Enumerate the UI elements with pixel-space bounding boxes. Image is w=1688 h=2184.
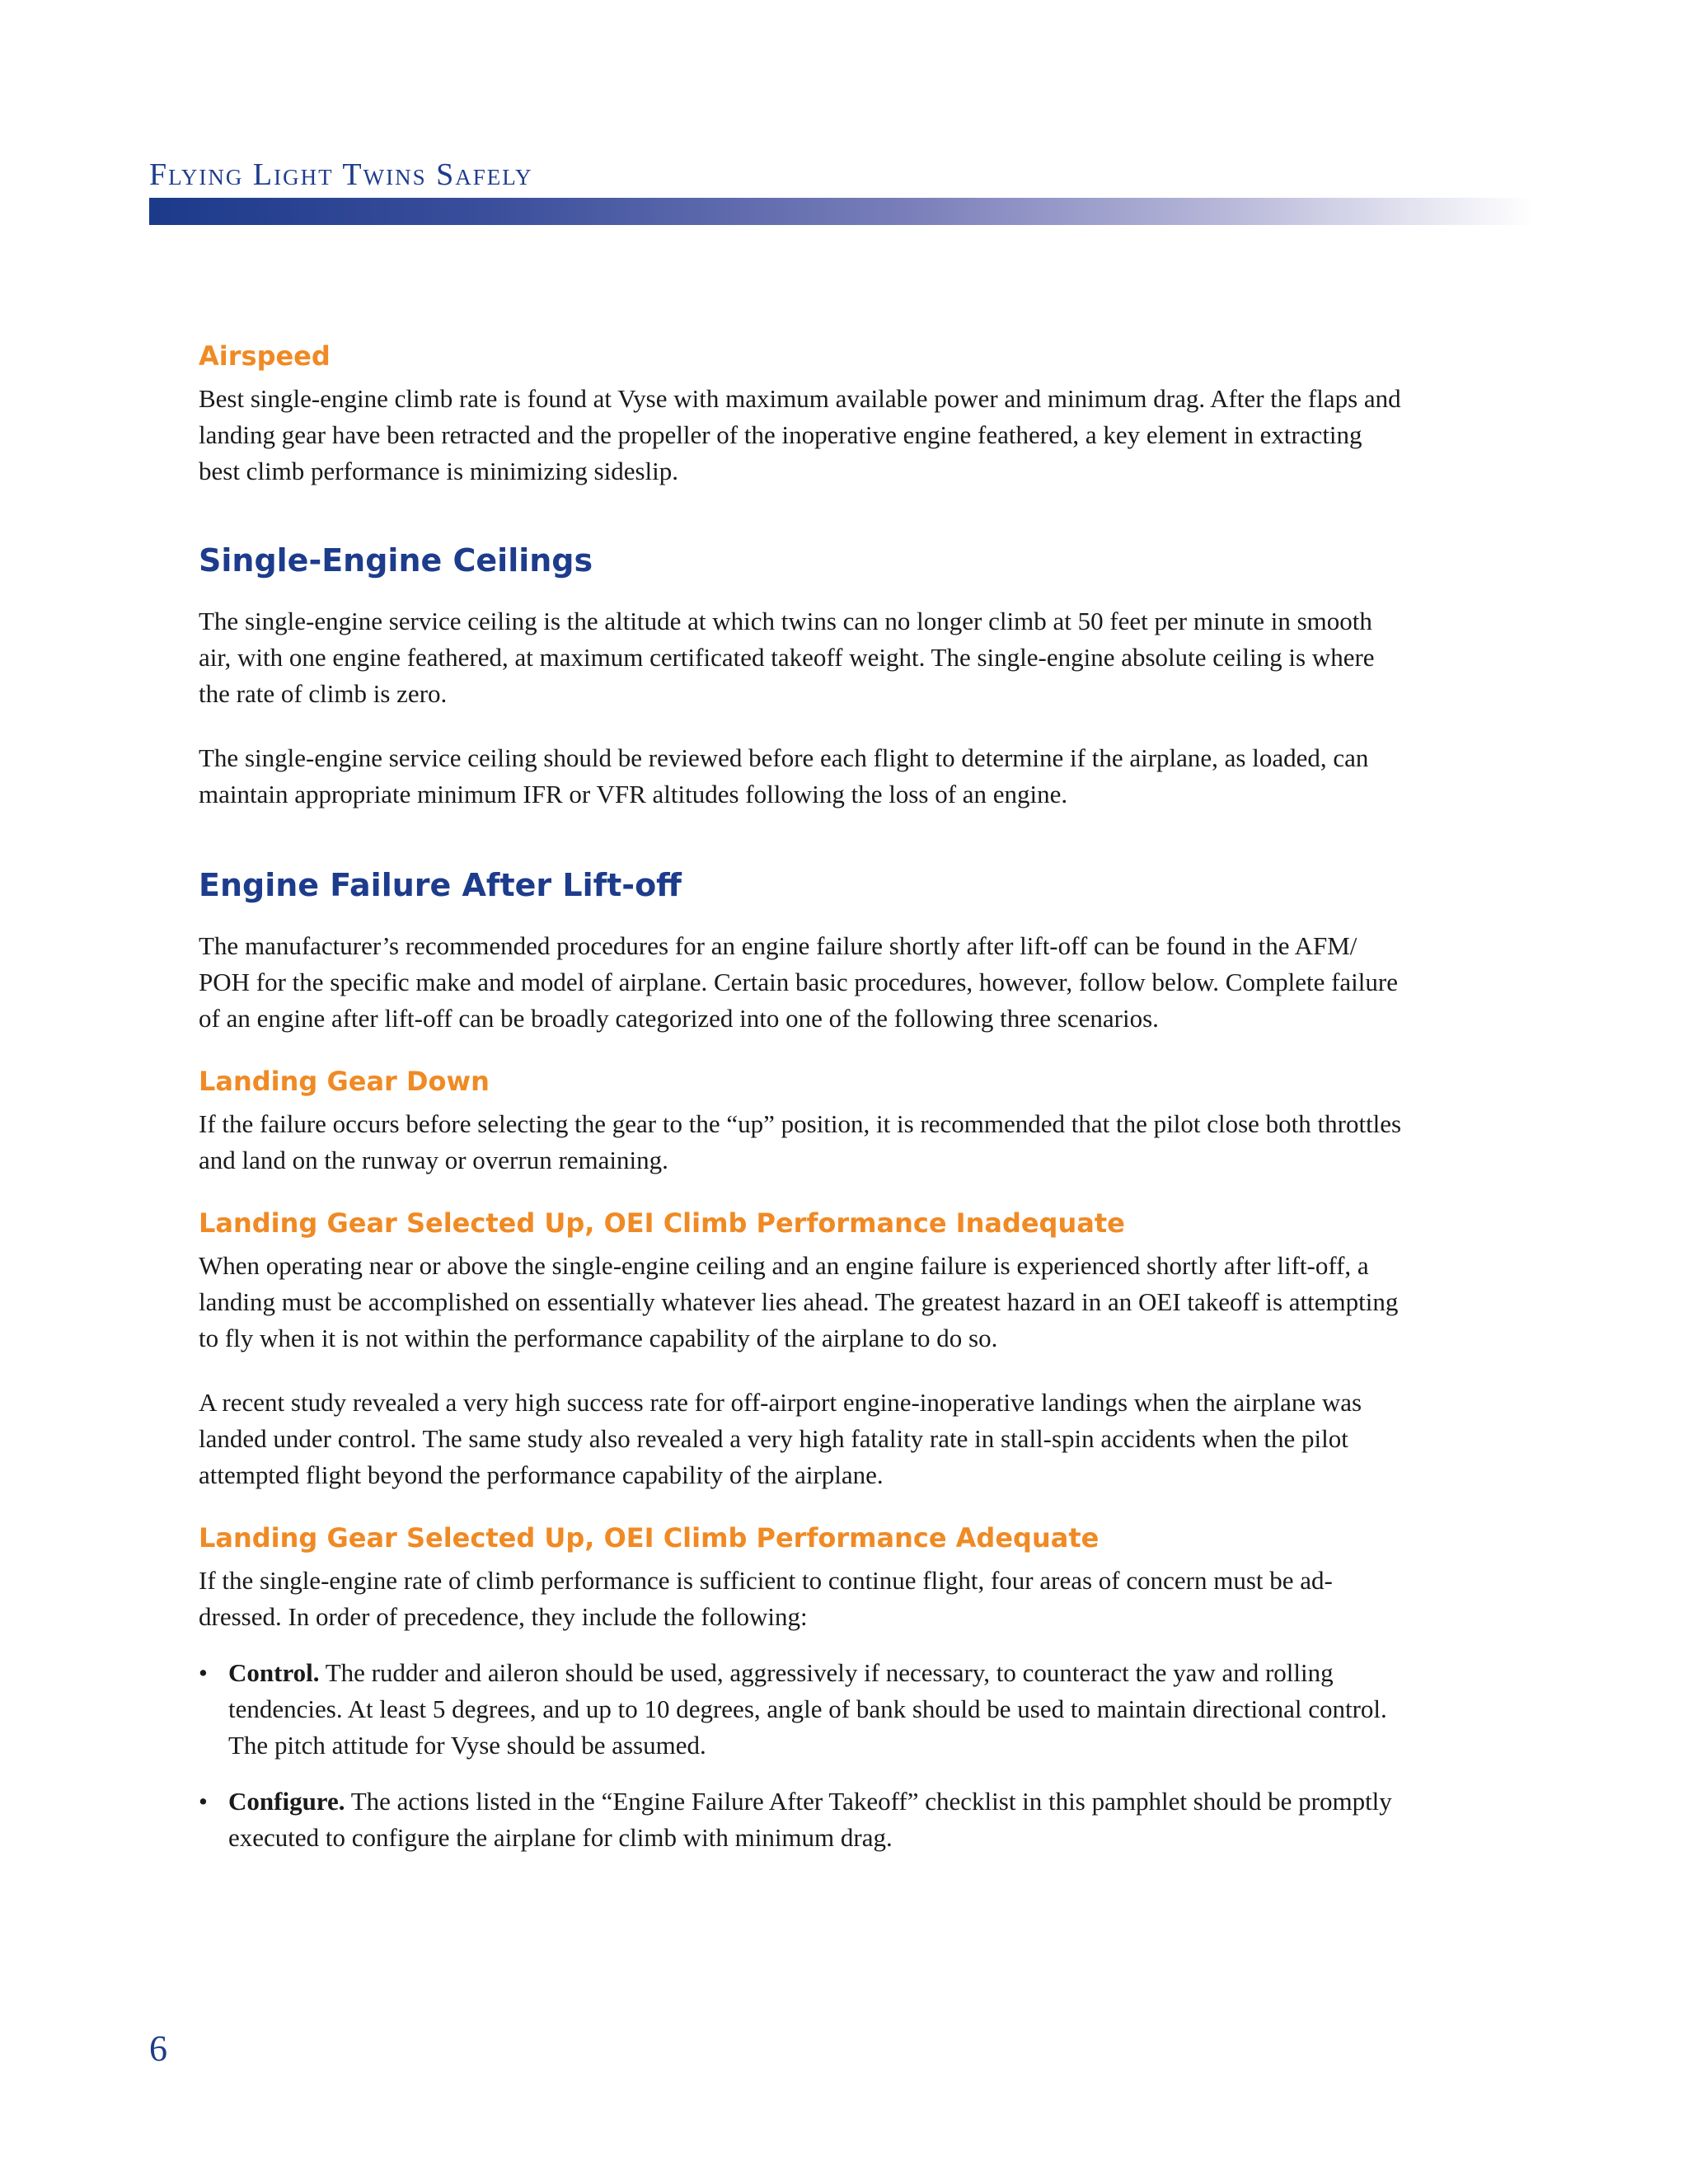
bullet-lead: Control. [228, 1658, 320, 1687]
page-content [199, 338, 1402, 1856]
gear-down-heading: Landing Gear Down [199, 1066, 490, 1097]
running-header-title: Flying Light Twins Safely [149, 157, 533, 192]
list-item [199, 1783, 1402, 1856]
list-item [199, 1655, 1402, 1764]
liftoff-intro: The manufacturer’s recommended procedures for an engine failure shortly after lift-off can be found in the AFM/ POH for the specific make and model of airplane. Certain basic procedures, however, follow below. Complete failure of an engine after lift-off can be broadly categorized into one of the following three scenarios. [199, 931, 1398, 1033]
airspeed-body: Best single-engine climb rate is found at Vyse with maximum available power and minimum drag. After the flaps and landing gear have been retracted and the propeller of the inoperative engine feathered, a key element in extracting best climb performance is minimizing sideslip. [199, 384, 1401, 485]
airspeed-heading: Airspeed [199, 340, 331, 372]
inadequate-heading: Landing Gear Selected Up, OEI Climb Performance Inadequate [199, 1207, 1125, 1239]
ceilings-para-2: The single-engine service ceiling should be reviewed before each flight to determine if the airplane, as loaded, can maintain appropriate minimum IFR or VFR altitudes following the loss of an engine. [199, 743, 1369, 808]
gear-down-body: If the failure occurs before selecting the gear to the “up” position, it is recommended that the pilot close both throttles and land on the runway or overrun remaining. [199, 1109, 1402, 1174]
header-gradient-bar [149, 198, 1534, 225]
bullet-marker: • [199, 1787, 208, 1816]
concern-list [199, 1655, 1402, 1856]
page-number: 6 [149, 2028, 167, 2069]
ceilings-para-1: The single-engine service ceiling is the altitude at which twins can no longer climb at 50 feet per minute in smooth air, with one engine feathered, at maximum certificated takeoff weight. The single-engine absolute ceiling is where the rate of climb is zero. [199, 607, 1375, 708]
bullet-text: The rudder and aileron should be used, aggressively if necessary, to counteract the yaw and rolling tendencies. At least 5 degrees, and up to 10 degrees, angle of bank should be used to maintain directional control. The pitch attitude for Vyse should be assumed. [228, 1658, 1387, 1760]
bullet-lead: Configure. [228, 1787, 345, 1816]
adequate-heading: Landing Gear Selected Up, OEI Climb Performance Adequate [199, 1522, 1100, 1554]
inadequate-para-1: When operating near or above the single-engine ceiling and an engine failure is experienced shortly after lift-off, a landing must be accomplished on essentially whatever lies ahead. The greatest hazard in an OEI takeoff is attempting to fly when it is not within the performance capability of the airplane to do so. [199, 1251, 1399, 1352]
inadequate-para-2: A recent study revealed a very high success rate for off-airport engine-inoperative landings when the airplane was landed under control. The same study also revealed a very high fatality rate in stall-spin accidents when the pilot attempted flight beyond the performance capability of the airplane. [199, 1388, 1362, 1489]
adequate-intro: If the single-engine rate of climb performance is sufficient to continue flight, four areas of concern must be ad-dressed. In order of precedence, they include the following: [199, 1566, 1333, 1631]
liftoff-heading: Engine Failure After Lift-off [199, 867, 682, 903]
bullet-marker: • [199, 1658, 208, 1687]
ceilings-heading: Single-Engine Ceilings [199, 542, 593, 579]
bullet-text: The actions listed in the “Engine Failure After Takeoff” checklist in this pamphlet should be promptly executed to configure the airplane for climb with minimum drag. [228, 1787, 1392, 1852]
